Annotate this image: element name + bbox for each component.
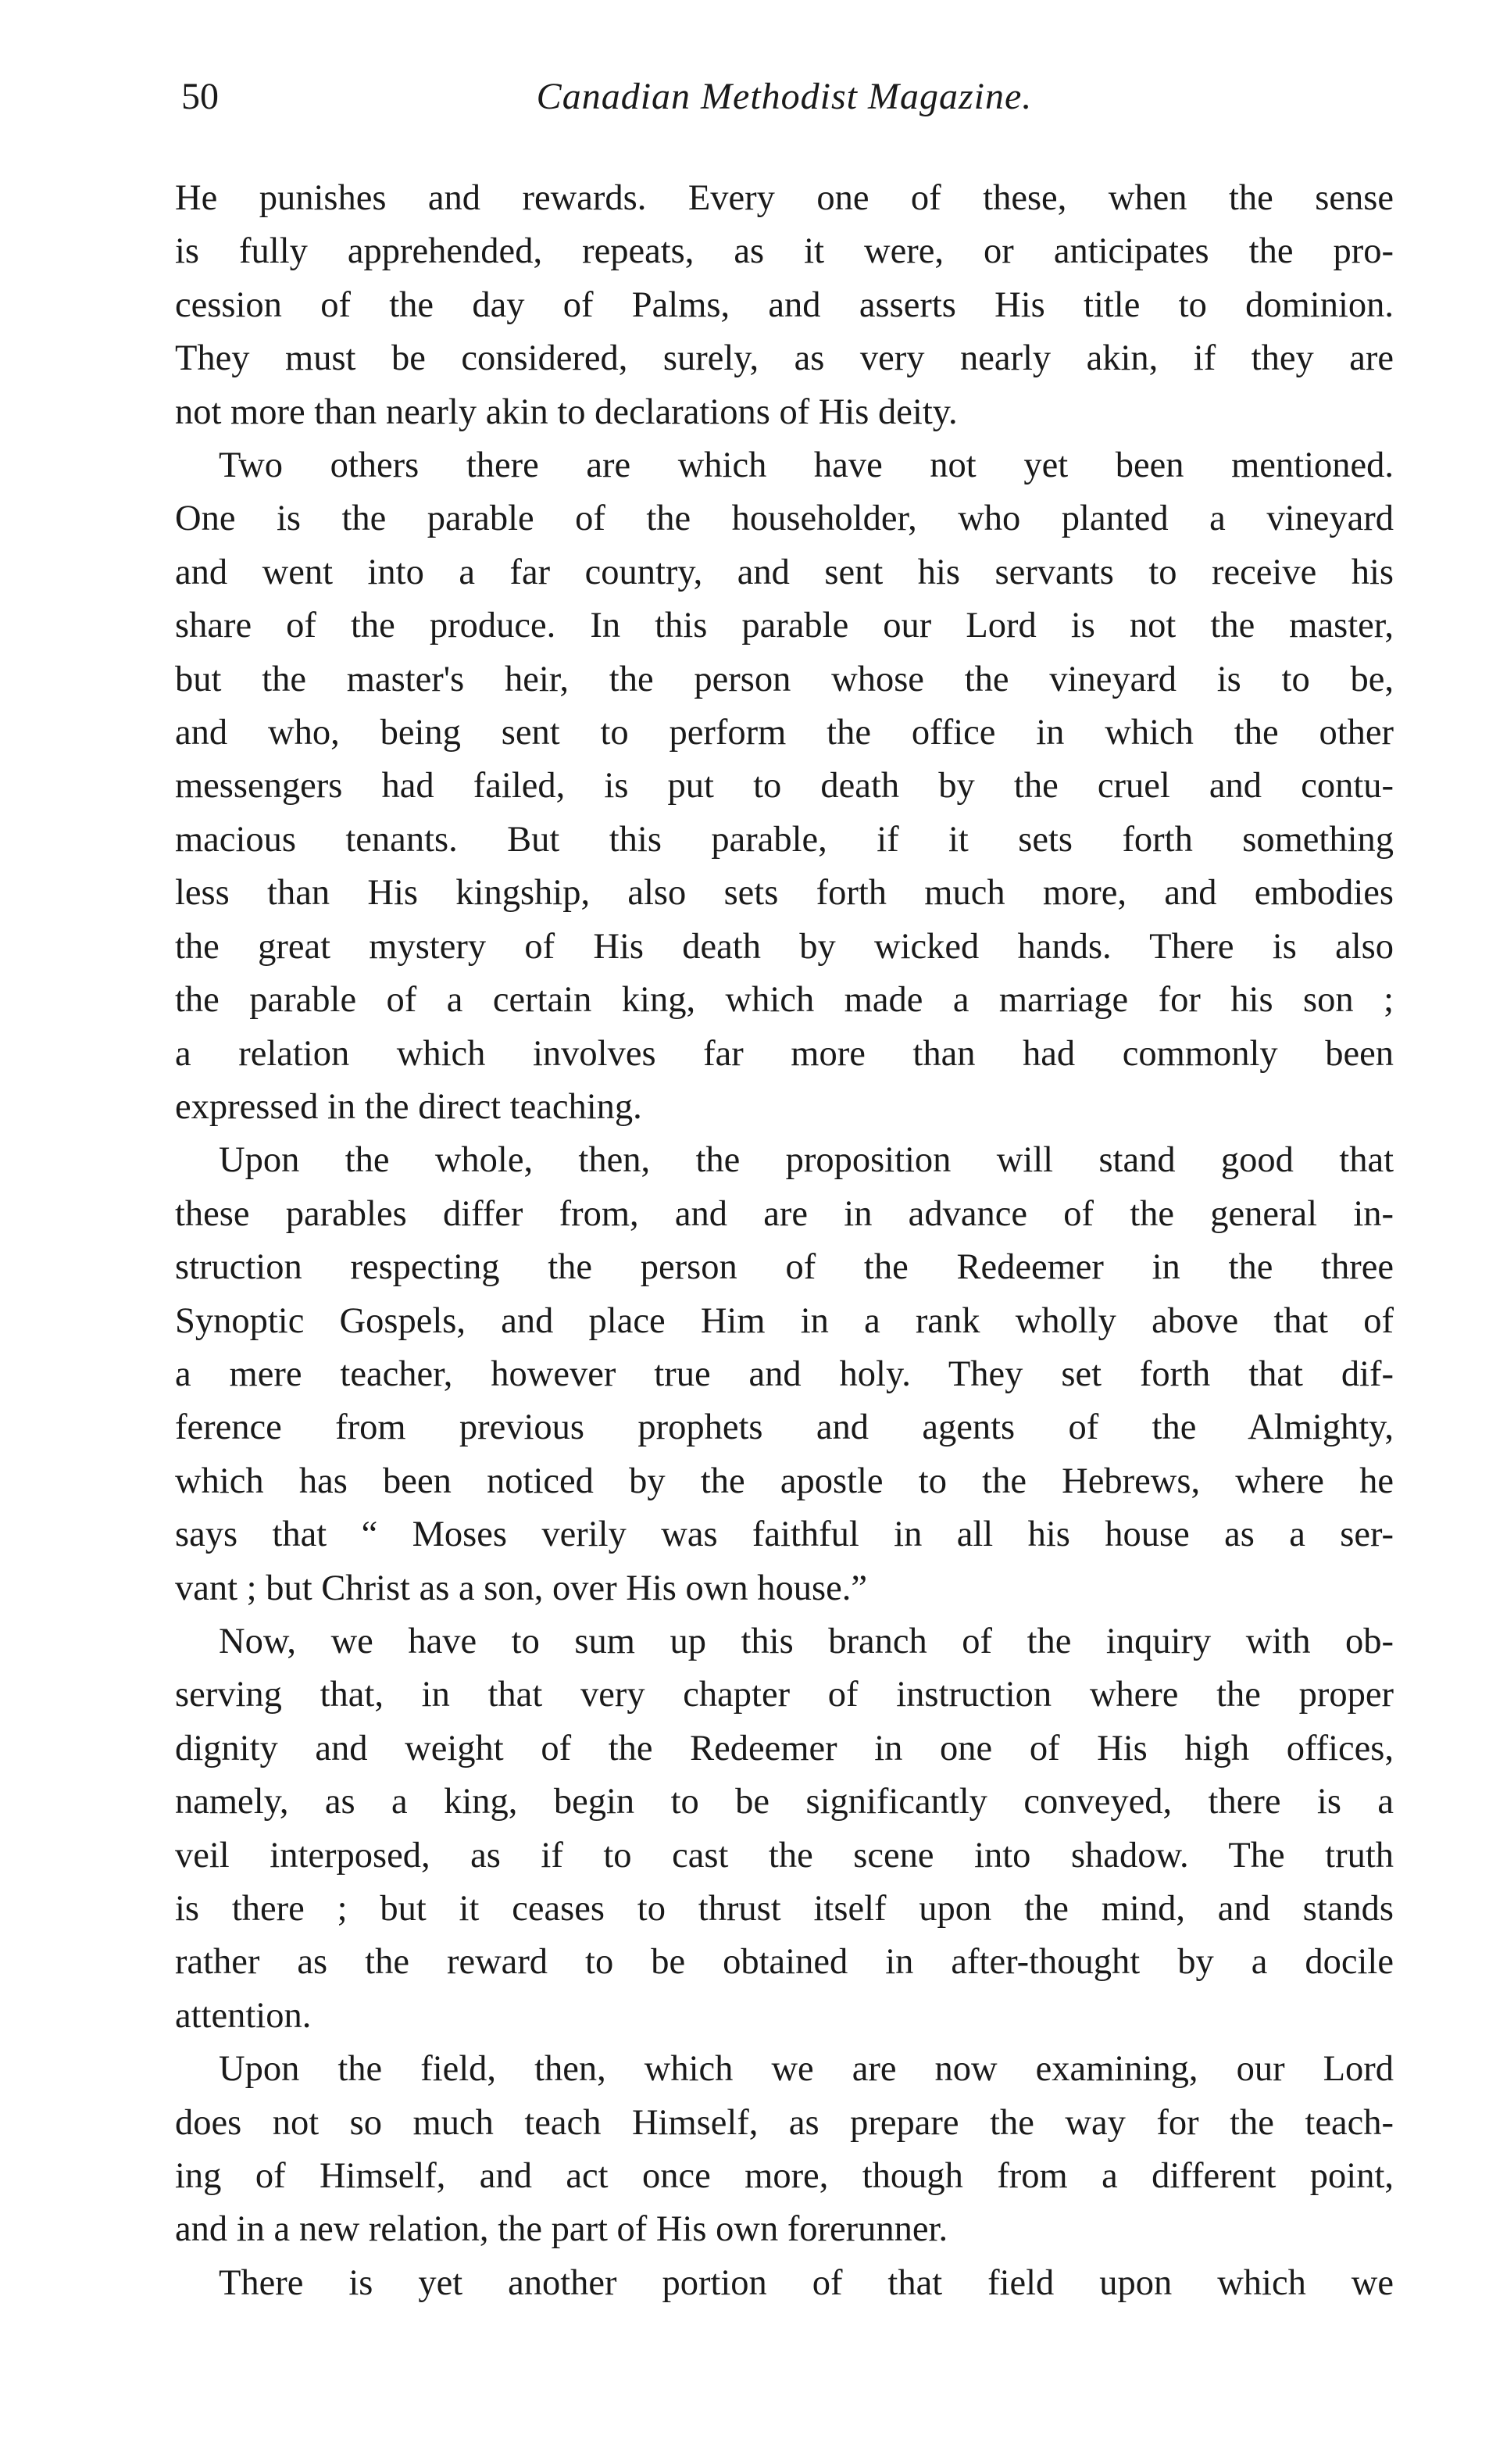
text-line: vant ; but Christ as a son, over His own house.” — [175, 1568, 867, 1608]
text-line: ing of Himself, and act once more, though from a different point, — [175, 2156, 1394, 2197]
text-line: and went into a far country, and sent his servants to receive his — [175, 552, 1394, 592]
text-line: not more than nearly akin to declarations of His deity. — [175, 392, 958, 432]
text-line: share of the produce. In this parable our Lord is not the master, — [175, 606, 1394, 646]
running-head — [175, 66, 1394, 128]
paragraph — [175, 2257, 1394, 2310]
text-line: veil interposed, as if to cast the scene into shadow. The truth — [175, 1835, 1394, 1876]
paragraph — [175, 172, 1394, 439]
text-line: does not so much teach Himself, as prepare the way for the teach- — [175, 2102, 1394, 2143]
text-line: is fully apprehended, repeats, as it were, or anticipates the pro- — [175, 231, 1394, 272]
text-line: the parable of a certain king, which made a marriage for his son ; — [175, 980, 1394, 1021]
text-line: He punishes and rewards. Every one of these, when the sense — [175, 178, 1394, 218]
text-line: Two others there are which have not yet been mentioned. — [219, 445, 1394, 486]
paragraph — [175, 439, 1394, 1134]
text-line: ference from previous prophets and agents of the Almighty, — [175, 1407, 1394, 1448]
text-line: and who, being sent to perform the office in which the other — [175, 713, 1394, 753]
text-line: a mere teacher, however true and holy. They set forth that dif- — [175, 1354, 1394, 1394]
text-line: serving that, in that very chapter of instruction where the proper — [175, 1675, 1394, 1715]
text-line: cession of the day of Palms, and asserts His title to dominion. — [175, 284, 1394, 325]
text-line: rather as the reward to be obtained in after-thought by a docile — [175, 1942, 1394, 1983]
text-line: the great mystery of His death by wicked hands. There is also — [175, 926, 1394, 967]
journal-title: Canadian Methodist Magazine. — [536, 76, 1033, 117]
page-number: 50 — [181, 76, 219, 117]
text-line: Upon the field, then, which we are now examining, our Lord — [219, 2049, 1394, 2090]
text-line: is there ; but it ceases to thrust itself upon the mind, and stands — [175, 1889, 1394, 1929]
page — [175, 66, 1394, 2310]
text-line: dignity and weight of the Redeemer in one of His high offices, — [175, 1728, 1394, 1768]
article-body — [175, 172, 1394, 2310]
text-line: attention. — [175, 1995, 312, 2036]
text-line: Synoptic Gospels, and place Him in a rank wholly above that of — [175, 1300, 1394, 1341]
text-line: They must be considered, surely, as very nearly akin, if they are — [175, 338, 1394, 379]
text-line: namely, as a king, begin to be significantly conveyed, there is a — [175, 1782, 1394, 1822]
text-line: expressed in the direct teaching. — [175, 1086, 642, 1127]
text-line: Now, we have to sum up this branch of the inquiry with ob- — [219, 1621, 1394, 1661]
text-line: struction respecting the person of the Redeemer in the three — [175, 1247, 1394, 1288]
text-line: Upon the whole, then, the proposition will stand good that — [219, 1140, 1394, 1181]
paragraph — [175, 1615, 1394, 2043]
paragraph — [175, 1134, 1394, 1615]
paragraph — [175, 2043, 1394, 2257]
text-line: There is yet another portion of that field upon which we — [219, 2262, 1394, 2303]
text-line: which has been noticed by the apostle to the Hebrews, where he — [175, 1461, 1394, 1501]
text-line: macious tenants. But this parable, if it sets forth something — [175, 819, 1394, 860]
text-line: messengers had failed, is put to death by the cruel and contu- — [175, 766, 1394, 806]
text-line: and in a new relation, the part of His own forerunner. — [175, 2209, 948, 2250]
text-line: these parables differ from, and are in advance of the general in- — [175, 1193, 1394, 1234]
text-line: One is the parable of the householder, who planted a vineyard — [175, 499, 1394, 539]
text-line: less than His kingship, also sets forth much more, and embodies — [175, 873, 1394, 914]
text-line: but the master's heir, the person whose the vineyard is to be, — [175, 659, 1394, 699]
text-line: says that “ Moses verily was faithful in all his house as a ser- — [175, 1515, 1394, 1555]
text-line: a relation which involves far more than had commonly been — [175, 1033, 1394, 1074]
